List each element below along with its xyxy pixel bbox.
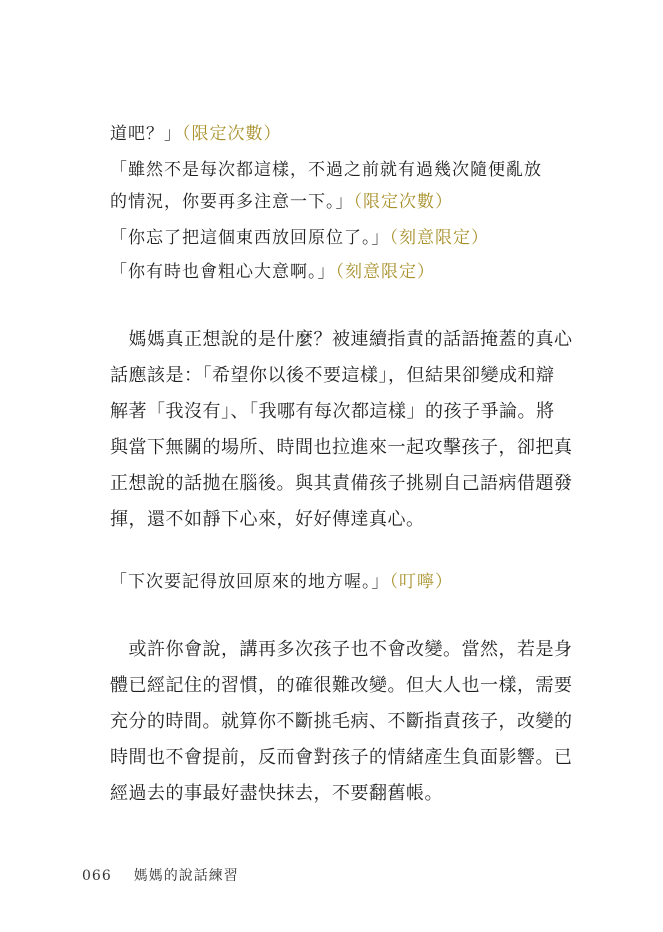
example-line bbox=[110, 122, 610, 146]
example-text: 道吧？」 bbox=[110, 124, 182, 144]
example-line bbox=[110, 260, 610, 284]
paragraph-line: 話應該是：「希望你以後不要這樣」，但結果卻變成和辯 bbox=[110, 365, 555, 386]
example-text: 「雖然不是每次都這樣，不過之前就有過幾次隨便亂放 bbox=[110, 160, 542, 180]
example-text: 「你有時也會粗心大意啊。」 bbox=[110, 262, 336, 282]
paragraph-line: 解著「我沒有」、「我哪有每次都這樣」的孩子爭論。將 bbox=[110, 401, 555, 422]
paragraph-line: 與當下無關的場所、時間也拉進來一起攻擊孩子，卻把真 bbox=[110, 437, 573, 458]
example-line bbox=[110, 158, 610, 182]
page-footer bbox=[82, 866, 239, 886]
paragraph-line: 經過去的事最好盡快抹去，不要翻舊帳。 bbox=[110, 783, 443, 804]
example-tag: （叮嚀） bbox=[389, 572, 453, 592]
paragraph-2 bbox=[110, 632, 572, 812]
example-line bbox=[110, 226, 610, 250]
paragraph-line: 充分的時間。就算你不斷挑毛病、不斷指責孩子，改變的 bbox=[110, 711, 573, 732]
paragraph-line: 時間也不會提前，反而會對孩子的情緒產生負面影響。已 bbox=[110, 747, 573, 768]
example-tag: （刻意限定） bbox=[389, 228, 489, 248]
example-tag: （限定次數） bbox=[182, 124, 282, 144]
example-text: 「你忘了把這個東西放回原位了。」 bbox=[110, 228, 390, 248]
paragraph-line: 揮，還不如靜下心來，好好傳達真心。 bbox=[110, 509, 425, 530]
example-tag: （限定次數） bbox=[353, 192, 453, 212]
example-text: 「下次要記得放回原來的地方喔。」 bbox=[110, 572, 390, 592]
page-number: 066 bbox=[82, 868, 112, 884]
example-line bbox=[110, 190, 610, 214]
book-title: 媽媽的說話練習 bbox=[133, 868, 239, 884]
paragraph-1 bbox=[110, 322, 572, 538]
example-text: 的情況，你要再多注意一下。」 bbox=[110, 192, 354, 212]
paragraph-line: 或許你會說，講再多次孩子也不會改變。當然，若是身 bbox=[110, 639, 573, 660]
paragraph-line: 媽媽真正想說的是什麼？被連續指責的話語掩蓋的真心 bbox=[110, 329, 573, 350]
paragraph-line: 正想說的話拋在腦後。與其責備孩子挑剔自己語病借題發 bbox=[110, 473, 573, 494]
example-tag: （刻意限定） bbox=[335, 262, 435, 282]
example-line bbox=[110, 570, 610, 594]
paragraph-line: 體已經記住的習慣，的確很難改變。但大人也一樣，需要 bbox=[110, 675, 573, 696]
